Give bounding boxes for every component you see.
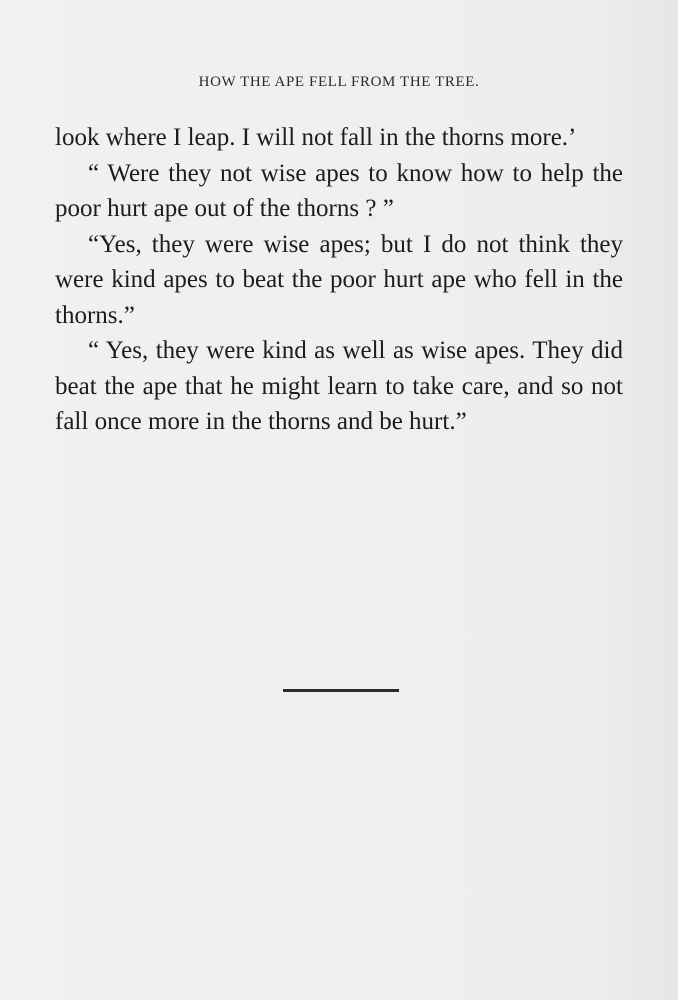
paragraph-3: “Yes, they were wise apes; but I do not think they were kind apes to beat the poor hurt ape who fell in the thorns.” bbox=[55, 230, 623, 329]
body-text bbox=[55, 120, 623, 440]
paragraph-2: “ Were they not wise apes to know how to help the poor hurt ape out of the thorns ? ” bbox=[55, 159, 623, 222]
paragraph-1: look where I leap. I will not fall in the thorns more.’ bbox=[55, 124, 577, 151]
running-head: HOW THE APE FELL FROM THE TREE. bbox=[198, 74, 480, 90]
end-of-section-rule bbox=[283, 689, 399, 692]
paragraph-4: “ Yes, they were kind as well as wise apes. They did beat the ape that he might learn to take care, and so not fall once more in the thorns and be hurt.” bbox=[55, 337, 623, 435]
